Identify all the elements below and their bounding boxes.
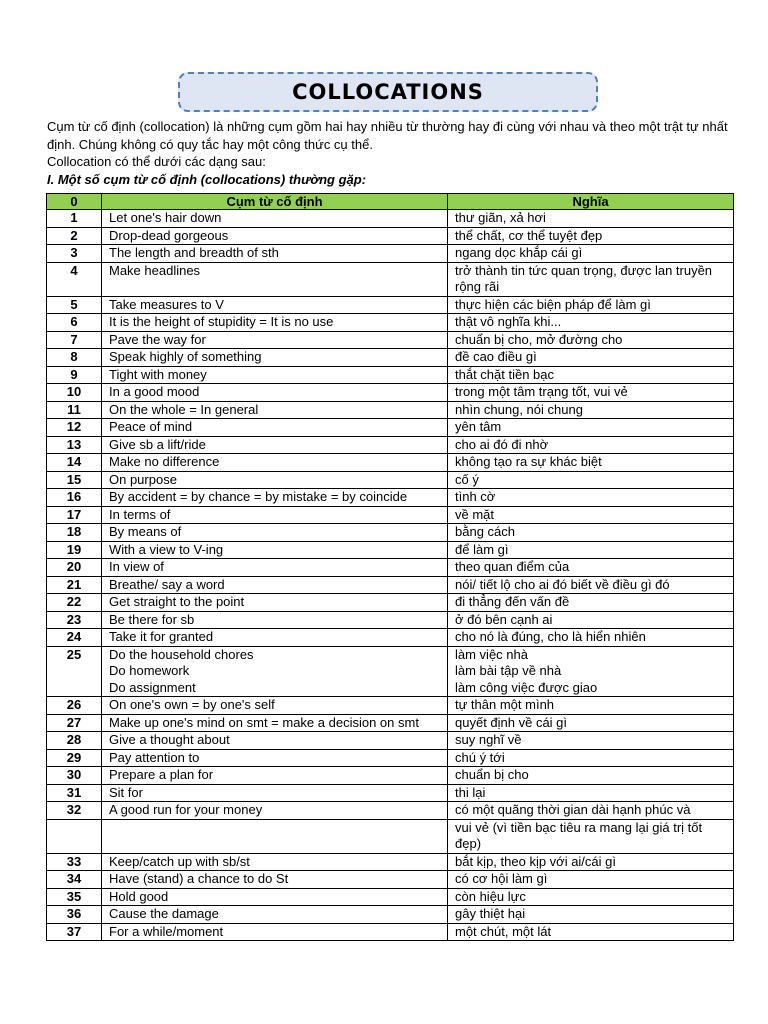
row-number: 37	[47, 923, 102, 941]
meaning-cell	[448, 767, 734, 785]
collocation-cell	[102, 436, 448, 454]
meaning-text: thể chất, cơ thể tuyệt đẹp	[455, 227, 603, 243]
table-header-row	[47, 194, 734, 210]
table-row	[47, 594, 734, 612]
collocation-text: Prepare a plan for	[109, 767, 214, 782]
collocation-text: Take measures to V	[109, 296, 224, 312]
meaning-text: cho nó là đúng, cho là hiển nhiên	[455, 629, 646, 644]
meaning-text: chuẩn bị cho	[455, 767, 529, 782]
meaning-text: để làm gì	[455, 541, 509, 557]
row-number: 34	[47, 871, 102, 889]
collocation-cell	[102, 784, 448, 802]
meaning-text: quyết định về cái gì	[455, 714, 568, 730]
collocation-text: By accident = by chance = by mistake = by coincide	[109, 489, 408, 504]
meaning-cell	[448, 489, 734, 507]
header-meaning: Nghĩa	[448, 194, 734, 210]
table-row-continuation	[47, 819, 734, 853]
row-number: 22	[47, 594, 102, 612]
row-number: 3	[47, 245, 102, 263]
meaning-cell	[448, 541, 734, 559]
collocation-text: Tight with money	[109, 366, 207, 382]
table-row	[47, 506, 734, 524]
collocation-cell	[102, 802, 448, 820]
collocation-text: In terms of	[109, 506, 171, 522]
meaning-text: thư giãn, xả hơi	[455, 210, 546, 225]
table-row	[47, 629, 734, 647]
meaning-cell	[448, 749, 734, 767]
meaning-text: còn hiệu lực	[455, 888, 526, 904]
table-row	[47, 471, 734, 489]
meaning-text: thực hiện các biện pháp để làm gì	[455, 296, 651, 312]
table-row	[47, 349, 734, 367]
meaning-text: đi thẳng đến vấn đề	[455, 594, 570, 609]
collocation-text: It is the height of stupidity = It is no use	[109, 314, 334, 329]
collocation-text: Do assignment	[109, 679, 196, 695]
table-row	[47, 489, 734, 507]
table-row	[47, 714, 734, 732]
table-row	[47, 749, 734, 767]
section-heading: I. Một số cụm từ cố định (collocations) thường gặp:	[47, 171, 367, 187]
table-row	[47, 784, 734, 802]
intro-section	[47, 118, 737, 188]
collocation-cell	[102, 401, 448, 419]
table-row	[47, 524, 734, 542]
collocation-cell	[102, 559, 448, 577]
row-number: 29	[47, 749, 102, 767]
empty-cell	[102, 819, 448, 853]
meaning-cell	[448, 802, 734, 820]
meaning-text: tình cờ	[455, 489, 496, 504]
collocation-text: Cause the damage	[109, 906, 219, 921]
table-row	[47, 888, 734, 906]
collocation-text: Have (stand) a chance to do St	[109, 871, 289, 886]
table-row	[47, 732, 734, 750]
collocation-cell	[102, 314, 448, 332]
table-row	[47, 767, 734, 785]
collocation-text: By means of	[109, 524, 182, 539]
collocation-cell	[102, 245, 448, 263]
meaning-cell	[448, 401, 734, 419]
row-number: 10	[47, 384, 102, 402]
meaning-text: thật vô nghĩa khi...	[455, 314, 562, 329]
table-row	[47, 384, 734, 402]
collocation-text: With a view to V-ing	[109, 541, 224, 557]
collocation-cell	[102, 210, 448, 228]
collocation-text: On one's own = by one's self	[109, 697, 275, 712]
table-row	[47, 906, 734, 924]
collocation-cell	[102, 331, 448, 349]
table-row	[47, 401, 734, 419]
meaning-text: có một quãng thời gian dài hạnh phúc và	[455, 802, 691, 817]
meaning-text: ngang dọc khắp cái gì	[455, 245, 583, 260]
collocation-text: For a while/moment	[109, 923, 224, 939]
row-number: 1	[47, 210, 102, 228]
meaning-text: một chút, một lát	[455, 923, 552, 939]
table-row	[47, 436, 734, 454]
meaning-cell	[448, 419, 734, 437]
meaning-text: làm công việc được giao	[455, 679, 598, 695]
collocation-text: In view of	[109, 559, 164, 574]
row-number: 19	[47, 541, 102, 559]
meaning-text: làm việc nhà	[455, 646, 528, 662]
collocation-text: Peace of mind	[109, 419, 193, 434]
meaning-text: chuẩn bị cho, mở đường cho	[455, 331, 623, 347]
meaning-text: có cơ hội làm gì	[455, 871, 548, 886]
meaning-cell	[448, 436, 734, 454]
collocation-text: Breathe/ say a word	[109, 576, 225, 592]
collocation-text: Give sb a lift/ride	[109, 436, 206, 452]
table-row	[47, 541, 734, 559]
table-row	[47, 853, 734, 871]
meaning-cell	[448, 559, 734, 577]
meaning-text: bằng cách	[455, 524, 515, 539]
collocation-cell	[102, 419, 448, 437]
collocation-text: Pay attention to	[109, 749, 200, 765]
row-number: 5	[47, 296, 102, 314]
row-number: 32	[47, 802, 102, 820]
collocation-text: Do homework	[109, 663, 190, 678]
meaning-cell	[448, 906, 734, 924]
meaning-cell	[448, 646, 734, 697]
row-number: 14	[47, 454, 102, 472]
meaning-text: không tạo ra sự khác biệt	[455, 454, 602, 469]
meaning-cell	[448, 366, 734, 384]
meaning-cell	[448, 732, 734, 750]
page-title: COLLOCATIONS	[292, 80, 484, 104]
meaning-text: suy nghĩ về	[455, 732, 522, 747]
intro-forms-line: Collocation có thể dưới các dạng sau:	[47, 154, 266, 169]
empty-cell	[47, 819, 102, 853]
row-number: 2	[47, 227, 102, 245]
meaning-cell	[448, 576, 734, 594]
table-row	[47, 923, 734, 941]
meaning-text: theo quan điểm của	[455, 559, 570, 574]
table-row	[47, 802, 734, 820]
collocation-text: Hold good	[109, 888, 169, 904]
row-number: 36	[47, 906, 102, 924]
collocation-cell	[102, 366, 448, 384]
collocation-text: A good run for your money	[109, 802, 263, 817]
meaning-cell	[448, 714, 734, 732]
row-number: 20	[47, 559, 102, 577]
meaning-cell	[448, 611, 734, 629]
collocation-text: Let one's hair down	[109, 210, 222, 225]
row-number: 8	[47, 349, 102, 367]
meaning-cell: vui vẻ (vì tiền bạc tiêu ra mang lại giá trị tốt đẹp)	[448, 819, 734, 853]
collocation-text: Do the household chores	[109, 646, 254, 662]
header-number: 0	[47, 194, 102, 210]
meaning-cell	[448, 227, 734, 245]
collocation-cell	[102, 541, 448, 559]
row-number: 6	[47, 314, 102, 332]
row-number: 11	[47, 401, 102, 419]
table-row	[47, 314, 734, 332]
collocation-cell	[102, 489, 448, 507]
meaning-cell	[448, 524, 734, 542]
row-number: 30	[47, 767, 102, 785]
meaning-cell	[448, 784, 734, 802]
row-number: 27	[47, 714, 102, 732]
row-number: 7	[47, 331, 102, 349]
meaning-text: đề cao điều gì	[455, 349, 537, 364]
collocation-text: On the whole = In general	[109, 401, 259, 417]
meaning-text: thắt chặt tiền bạc	[455, 366, 555, 382]
collocation-text: In a good mood	[109, 384, 200, 399]
row-number: 12	[47, 419, 102, 437]
table-row	[47, 576, 734, 594]
table-row	[47, 559, 734, 577]
collocation-cell	[102, 611, 448, 629]
meaning-text: trong một tâm trạng tốt, vui vẻ	[455, 384, 628, 399]
meaning-cell	[448, 384, 734, 402]
collocation-cell	[102, 767, 448, 785]
table-row	[47, 871, 734, 889]
meaning-cell	[448, 262, 734, 296]
table-row	[47, 646, 734, 697]
table-row	[47, 419, 734, 437]
row-number: 26	[47, 697, 102, 715]
collocation-cell	[102, 471, 448, 489]
collocation-cell	[102, 888, 448, 906]
meaning-text: nhìn chung, nói chung	[455, 401, 583, 417]
collocation-cell	[102, 454, 448, 472]
collocation-cell	[102, 697, 448, 715]
table-row	[47, 245, 734, 263]
meaning-text: bắt kịp, theo kịp với ai/cái gì	[455, 853, 616, 869]
row-number: 33	[47, 853, 102, 871]
row-number: 16	[47, 489, 102, 507]
row-number: 24	[47, 629, 102, 647]
table-row	[47, 227, 734, 245]
meaning-cell	[448, 210, 734, 228]
collocation-cell	[102, 384, 448, 402]
table-row	[47, 331, 734, 349]
meaning-text: chú ý tới	[455, 749, 505, 765]
collocation-cell	[102, 749, 448, 767]
meaning-cell	[448, 349, 734, 367]
meaning-cell	[448, 594, 734, 612]
collocation-text: On purpose	[109, 471, 177, 487]
row-number: 28	[47, 732, 102, 750]
meaning-cell	[448, 871, 734, 889]
title-banner	[178, 72, 598, 112]
collocation-cell	[102, 296, 448, 314]
header-collocation: Cụm từ cố định	[102, 194, 448, 210]
collocation-cell	[102, 576, 448, 594]
collocation-cell	[102, 714, 448, 732]
row-number: 23	[47, 611, 102, 629]
row-number: 25	[47, 646, 102, 697]
table-row	[47, 611, 734, 629]
meaning-text: yên tâm	[455, 419, 502, 434]
row-number: 9	[47, 366, 102, 384]
intro-paragraph: Cụm từ cố định (collocation) là những cụm gồm hai hay nhiều từ thường hay đi cùng với nhau và theo một trật tự nhất định. Chúng không có quy tắc hay một công thức cụ thể.	[47, 119, 728, 152]
collocation-text: Make up one's mind on smt = make a decision on smt	[109, 714, 419, 730]
meaning-cell	[448, 454, 734, 472]
collocation-text: The length and breadth of sth	[109, 245, 279, 260]
collocation-cell	[102, 629, 448, 647]
meaning-text: nói/ tiết lộ cho ai đó biết về điều gì đó	[455, 576, 670, 592]
collocation-cell	[102, 227, 448, 245]
collocation-cell	[102, 871, 448, 889]
meaning-text: trở thành tin tức quan trọng, được lan truyền rộng rãi	[455, 262, 713, 294]
collocation-text: Make no difference	[109, 454, 220, 469]
row-number: 18	[47, 524, 102, 542]
meaning-cell	[448, 506, 734, 524]
meaning-text: gây thiệt hại	[455, 906, 526, 921]
collocation-text: Keep/catch up with sb/st	[109, 853, 250, 869]
meaning-cell	[448, 923, 734, 941]
collocation-cell	[102, 506, 448, 524]
meaning-cell	[448, 331, 734, 349]
collocation-cell	[102, 853, 448, 871]
meaning-text: tự thân một mình	[455, 697, 555, 712]
row-number: 13	[47, 436, 102, 454]
table-row	[47, 697, 734, 715]
collocation-text: Take it for granted	[109, 629, 214, 644]
row-number: 4	[47, 262, 102, 296]
meaning-cell	[448, 697, 734, 715]
collocation-text: Be there for sb	[109, 611, 195, 627]
table-body	[47, 210, 734, 941]
meaning-text: về mặt	[455, 506, 495, 522]
collocation-text: Make headlines	[109, 262, 201, 278]
collocation-cell	[102, 262, 448, 296]
meaning-text: cố ý	[455, 471, 479, 487]
meaning-cell	[448, 888, 734, 906]
meaning-cell	[448, 245, 734, 263]
collocation-cell	[102, 732, 448, 750]
collocation-text: Get straight to the point	[109, 594, 245, 609]
meaning-text: cho ai đó đi nhờ	[455, 436, 549, 452]
table-row	[47, 210, 734, 228]
meaning-cell	[448, 471, 734, 489]
row-number: 35	[47, 888, 102, 906]
meaning-text: ở đó bên cạnh ai	[455, 611, 553, 627]
meaning-text: thi lại	[455, 784, 486, 800]
meaning-cell	[448, 629, 734, 647]
meaning-cell	[448, 296, 734, 314]
table-row	[47, 262, 734, 296]
row-number: 21	[47, 576, 102, 594]
collocation-text: Speak highly of something	[109, 349, 262, 364]
row-number: 17	[47, 506, 102, 524]
row-number: 31	[47, 784, 102, 802]
collocation-cell	[102, 646, 448, 697]
meaning-cell	[448, 314, 734, 332]
collocation-cell	[102, 906, 448, 924]
collocations-table	[46, 193, 734, 941]
collocation-text: Give a thought about	[109, 732, 230, 747]
collocation-text: Sit for	[109, 784, 143, 800]
table-row	[47, 454, 734, 472]
collocation-cell	[102, 923, 448, 941]
row-number: 15	[47, 471, 102, 489]
table-row	[47, 366, 734, 384]
collocation-cell	[102, 594, 448, 612]
collocation-text: Drop-dead gorgeous	[109, 227, 229, 243]
table-row	[47, 296, 734, 314]
meaning-text: làm bài tập về nhà	[455, 663, 562, 678]
collocation-cell	[102, 349, 448, 367]
collocation-cell	[102, 524, 448, 542]
meaning-cell	[448, 853, 734, 871]
collocation-text: Pave the way for	[109, 331, 206, 347]
